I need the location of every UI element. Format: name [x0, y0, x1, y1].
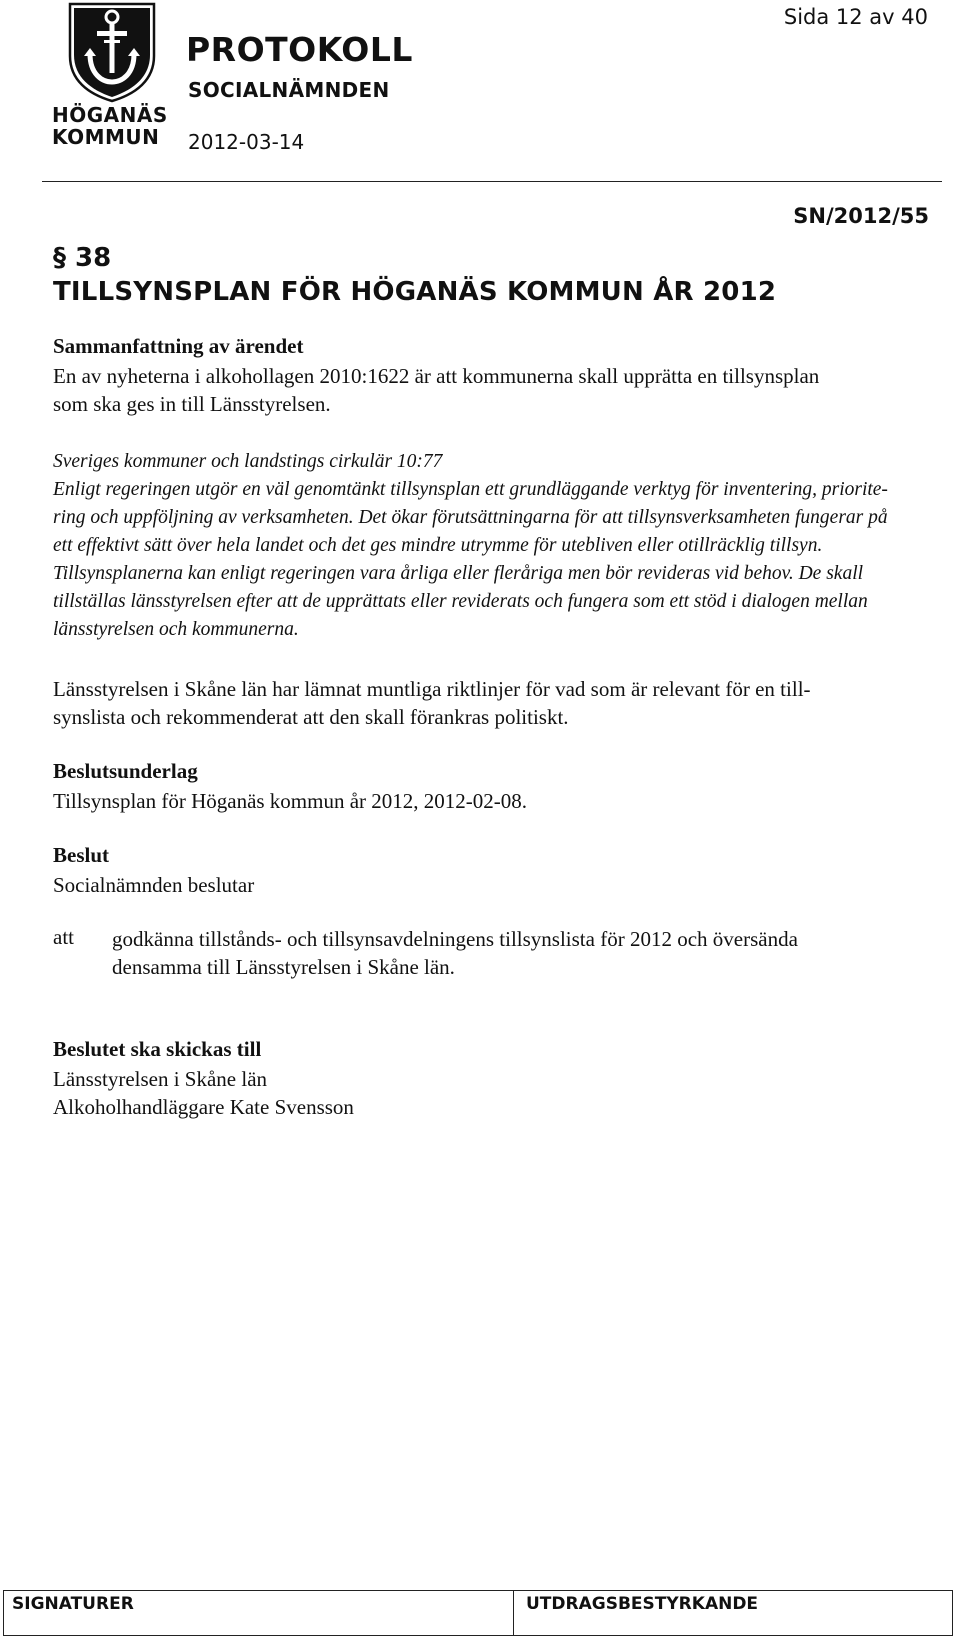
case-number: SN/2012/55: [793, 204, 929, 228]
committee-name: SOCIALNÄMNDEN: [188, 78, 390, 102]
circular-heading: Sveriges kommuner och landstings cirkulär 10:77: [53, 451, 443, 472]
summary-line: En av nyheterna i alkohollagen 2010:1622 är att kommunerna skall upprätta en tillsynsplan: [53, 364, 820, 388]
municipality-logo: [52, 0, 172, 154]
anchor-coat-of-arms-icon: [52, 0, 172, 104]
municipality-name-line2: KOMMUN: [52, 125, 160, 149]
page-indicator: Sida 12 av 40: [783, 5, 928, 29]
summary-heading: Sammanfattning av ärendet: [53, 334, 304, 358]
meeting-date: 2012-03-14: [188, 130, 305, 154]
regional-board-line: Länsstyrelsen i Skåne län har lämnat muntliga riktlinjer för vad som är relevant för en till-: [53, 677, 811, 701]
circular-line: ring och uppföljning av verksamheten. Det ökar förutsättningarna för att tillsynsverksamheten fungerar på: [53, 507, 888, 528]
decision-basis-heading: Beslutsunderlag: [53, 759, 198, 783]
summary-line: som ska ges in till Länsstyrelsen.: [53, 392, 331, 416]
distribution-recipient: Länsstyrelsen i Skåne län: [53, 1067, 268, 1091]
circular-line: Tillsynsplanerna kan enligt regeringen vara årliga eller fleråriga men bör revideras vid behov. De skall: [53, 563, 864, 584]
decision-line: godkänna tillstånds- och tillsynsavdelningens tillsynslista för 2012 och översända: [112, 927, 798, 951]
header-divider: [42, 181, 942, 182]
decision-intro: Socialnämnden beslutar: [53, 873, 255, 897]
regional-board-line: synslista och rekommenderat att den skall förankras politiskt.: [53, 705, 569, 729]
decision-basis-text: Tillsynsplan för Höganäs kommun år 2012, 2012-02-08.: [53, 789, 528, 813]
circular-line: tillställas länsstyrelsen efter att de upprättats eller reviderats och fungera som ett stöd i dialogen mellan: [53, 591, 868, 612]
signature-box-divider: [513, 1590, 514, 1636]
signatures-label: SIGNATURER: [12, 1594, 134, 1614]
circular-line: Enligt regeringen utgör en väl genomtänkt tillsynsplan ett grundläggande verktyg för inventering, priorite-: [53, 479, 888, 500]
decision-heading: Beslut: [53, 843, 110, 867]
certification-label: UTDRAGSBESTYRKANDE: [526, 1594, 759, 1614]
decision-line: densamma till Länsstyrelsen i Skåne län.: [112, 955, 455, 979]
paragraph-number: § 38: [53, 243, 112, 273]
decision-att-label: att: [53, 925, 74, 949]
document-type: PROTOKOLL: [186, 30, 413, 69]
municipality-name-line1: HÖGANÄS: [52, 103, 168, 127]
signature-box: [3, 1590, 953, 1636]
distribution-recipient: Alkoholhandläggare Kate Svensson: [53, 1095, 354, 1119]
distribution-heading: Beslutet ska skickas till: [53, 1037, 262, 1061]
circular-line: länsstyrelsen och kommunerna.: [53, 619, 299, 640]
decision-text: [112, 925, 922, 981]
circular-line: ett effektivt sätt över hela landet och det ges mindre utrymme för utebliven eller otillräcklig tillsyn.: [53, 535, 823, 556]
item-title: TILLSYNSPLAN FÖR HÖGANÄS KOMMUN ÅR 2012: [53, 277, 777, 307]
